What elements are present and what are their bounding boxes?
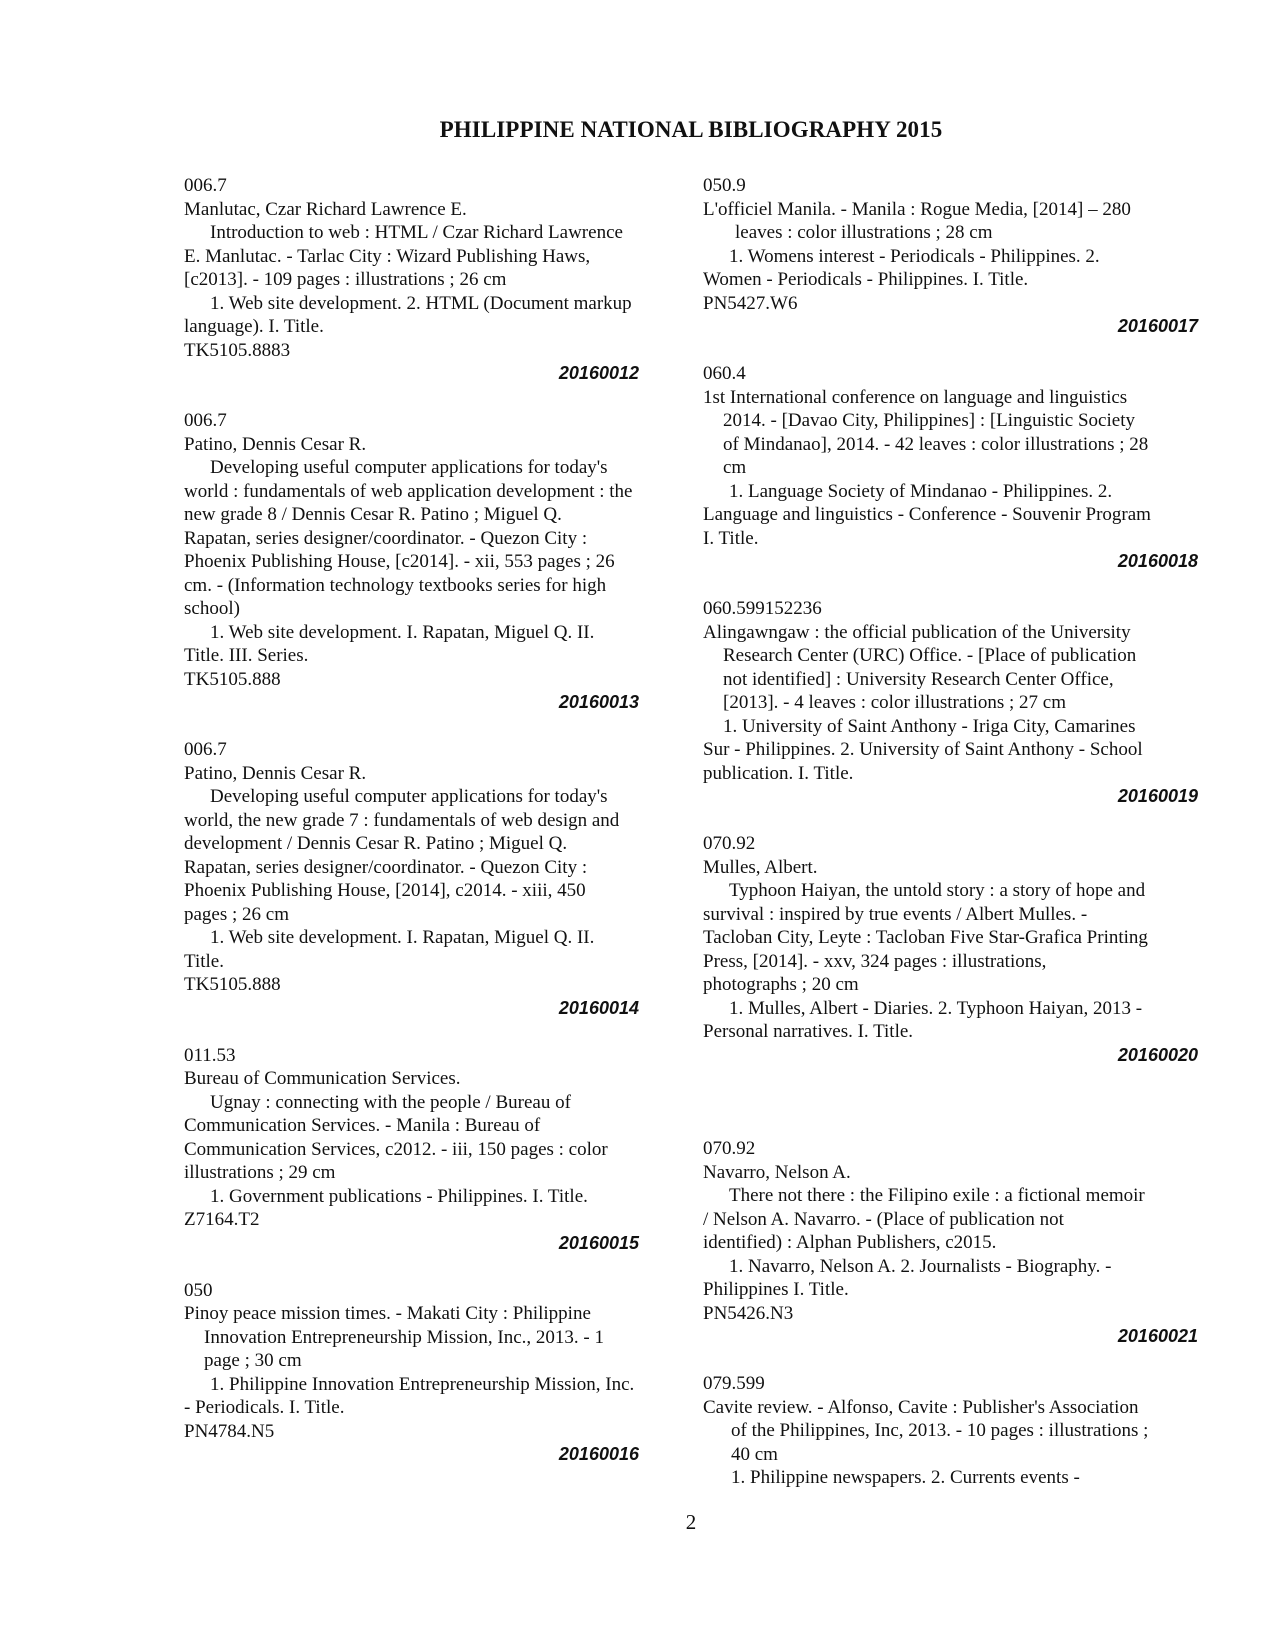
entry-line: Pinoy peace mission times. - Makati City : Philippine	[184, 1303, 591, 1324]
entry-line: Developing useful computer applications for today's	[210, 457, 608, 478]
bibliographic-entry	[703, 1137, 1198, 1349]
entry-line: photographs ; 20 cm	[703, 974, 859, 995]
entry-line: 2014. - [Davao City, Philippines] : [Linguistic Society	[723, 410, 1135, 431]
accession-number: 20160021	[1117, 1326, 1198, 1346]
entry-spacer	[703, 1349, 1198, 1373]
entry-line: 070.92	[703, 833, 756, 854]
accession-number: 20160018	[1117, 551, 1198, 571]
entry-line: / Nelson A. Navarro. - (Place of publication not	[703, 1208, 1064, 1230]
bibliographic-entry	[184, 1044, 639, 1256]
entry-line: illustrations ; 29 cm	[184, 1162, 336, 1183]
entry-line: 40 cm	[731, 1443, 778, 1465]
entry-spacer	[703, 809, 1198, 833]
entry-line: 1. Mulles, Albert - Diaries. 2. Typhoon Haiyan, 2013 -	[729, 997, 1143, 1019]
entry-line: language). I. Title.	[184, 316, 324, 337]
entry-line: Tacloban City, Leyte : Tacloban Five Star-Grafica Printing	[703, 927, 1148, 948]
entry-line: 1. Womens interest - Periodicals - Philippines. 2.	[729, 245, 1100, 267]
page-title: PHILIPPINE NATIONAL BIBLIOGRAPHY 2015	[439, 117, 943, 142]
entry-line: Typhoon Haiyan, the untold story : a story of hope and	[729, 880, 1146, 901]
entry-line: PN4784.N5	[184, 1420, 275, 1442]
entry-line: world : fundamentals of web application development : the	[184, 480, 633, 502]
entry-line: TK5105.8883	[184, 339, 291, 361]
entry-line: Rapatan, series designer/coordinator. - Quezon City :	[184, 856, 588, 878]
entry-line: 060.4	[703, 363, 746, 384]
entry-line: not identified] : University Research Center Office,	[723, 668, 1114, 690]
entry-line: Manlutac, Czar Richard Lawrence E.	[184, 198, 467, 220]
entry-spacer	[184, 386, 639, 410]
entry-line: Z7164.T2	[184, 1209, 260, 1230]
entry-line: Bureau of Communication Services.	[184, 1068, 461, 1089]
right-column	[703, 174, 1198, 1490]
entry-line: 1. Web site development. I. Rapatan, Miguel Q. II.	[210, 621, 595, 643]
entry-line: leaves : color illustrations ; 28 cm	[735, 222, 993, 243]
entry-line: 1. University of Saint Anthony - Iriga City, Camarines	[723, 715, 1136, 737]
entry-line: Personal narratives. I. Title.	[703, 1021, 914, 1042]
entry-line: 011.53	[184, 1044, 236, 1066]
entry-line: 050	[184, 1279, 213, 1301]
accession-number: 20160014	[558, 997, 639, 1018]
entry-line: Sur - Philippines. 2. University of Saint Anthony - School	[703, 739, 1143, 760]
entry-line: Language and linguistics - Conference - Souvenir Program	[703, 504, 1151, 525]
entry-line: Phoenix Publishing House, [c2014]. - xii, 553 pages ; 26	[184, 551, 615, 572]
entry-line: PN5427.W6	[703, 292, 798, 314]
entry-line: 1. Philippine newspapers. 2. Currents events -	[731, 1467, 1080, 1488]
entry-spacer	[703, 1067, 1198, 1137]
entry-line: [c2013]. - 109 pages : illustrations ; 26 cm	[184, 269, 507, 290]
entry-line: 050.9	[703, 175, 746, 196]
entry-line: pages ; 26 cm	[184, 903, 290, 925]
entry-line: Title. III. Series.	[184, 645, 309, 666]
entry-line: Mulles, Albert.	[703, 856, 818, 878]
entry-line: Phoenix Publishing House, [2014], c2014. - xiii, 450	[184, 880, 586, 901]
entry-line: Alingawngaw : the official publication of the University	[703, 621, 1131, 643]
entry-line: Ugnay : connecting with the people / Bureau of	[210, 1091, 571, 1113]
accession-number: 20160017	[1117, 316, 1198, 336]
entry-line: [2013]. - 4 leaves : color illustrations ; 27 cm	[723, 692, 1066, 713]
left-column	[184, 174, 639, 1467]
entry-line: 1st International conference on language and linguistics	[703, 386, 1128, 408]
entry-line: survival : inspired by true events / Albert Mulles. -	[703, 903, 1088, 925]
entry-line: - Periodicals. I. Title.	[184, 1397, 345, 1418]
entry-line: Patino, Dennis Cesar R.	[184, 762, 367, 784]
entry-line: 060.599152236	[703, 598, 822, 619]
entry-line: There not there : the Filipino exile : a fictional memoir	[729, 1185, 1145, 1206]
bibliographic-entry	[703, 1372, 1198, 1490]
entry-line: L'officiel Manila. - Manila : Rogue Media, [2014] – 280	[703, 198, 1131, 220]
accession-number: 20160012	[558, 363, 639, 383]
entry-line: I. Title.	[703, 527, 759, 549]
entry-line: Research Center (URC) Office. - [Place of publication	[723, 645, 1137, 666]
bibliographic-entry	[703, 832, 1198, 1067]
accession-number: 20160016	[558, 1444, 639, 1464]
bibliographic-entry	[703, 362, 1198, 574]
entry-line: 1. Language Society of Mindanao - Philippines. 2.	[729, 480, 1113, 502]
entry-spacer	[703, 574, 1198, 598]
entry-line: Women - Periodicals - Philippines. I. Title.	[703, 269, 1029, 290]
entry-line: Innovation Entrepreneurship Mission, Inc., 2013. - 1	[204, 1326, 604, 1348]
entry-line: Title.	[184, 950, 224, 972]
entry-line: Developing useful computer applications for today's	[210, 786, 608, 807]
entry-line: of Mindanao], 2014. - 42 leaves : color illustrations ; 28	[723, 433, 1149, 455]
entry-line: 1. Web site development. 2. HTML (Document markup	[210, 292, 632, 314]
entry-spacer	[184, 715, 639, 739]
bibliographic-entry	[184, 738, 639, 1020]
bibliographic-entry	[184, 174, 639, 386]
entry-line: Communication Services. - Manila : Bureau of	[184, 1115, 541, 1136]
entry-line: publication. I. Title.	[703, 762, 854, 784]
entry-line: TK5105.888	[184, 668, 281, 690]
entry-spacer	[184, 1020, 639, 1044]
entry-line: 006.7	[184, 410, 227, 431]
bibliographic-entry	[703, 174, 1198, 339]
entry-line: Rapatan, series designer/coordinator. - Quezon City :	[184, 527, 588, 549]
entry-line: Philippines I. Title.	[703, 1279, 849, 1300]
bibliographic-entry	[184, 1279, 639, 1467]
entry-line: Communication Services, c2012. - iii, 150 pages : color	[184, 1138, 608, 1160]
entry-line: Navarro, Nelson A.	[703, 1161, 851, 1183]
entry-line: 1. Web site development. I. Rapatan, Miguel Q. II.	[210, 927, 595, 948]
accession-number: 20160015	[558, 1232, 639, 1253]
entry-line: 1. Government publications - Philippines. I. Title.	[210, 1185, 588, 1207]
entry-line: new grade 8 / Dennis Cesar R. Patino ; Miguel Q.	[184, 504, 562, 525]
entry-line: world, the new grade 7 : fundamentals of web design and	[184, 809, 620, 831]
entry-line: 070.92	[703, 1138, 756, 1159]
entry-line: development / Dennis Cesar R. Patino ; Miguel Q.	[184, 833, 568, 854]
accession-number: 20160020	[1117, 1044, 1198, 1065]
bibliographic-entry	[184, 409, 639, 715]
accession-number: 20160013	[558, 692, 639, 712]
page-number: 2	[685, 1510, 697, 1534]
entry-line: Press, [2014]. - xxv, 324 pages : illustrations,	[703, 950, 1047, 972]
entry-line: page ; 30 cm	[204, 1350, 302, 1371]
entry-line: E. Manlutac. - Tarlac City : Wizard Publishing Haws,	[184, 245, 591, 267]
accession-number: 20160019	[1117, 786, 1198, 806]
entry-line: PN5426.N3	[703, 1302, 794, 1324]
entry-line: cm. - (Information technology textbooks series for high	[184, 574, 607, 596]
entry-line: 1. Philippine Innovation Entrepreneurship Mission, Inc.	[210, 1373, 635, 1395]
bibliographic-entry	[703, 597, 1198, 809]
entry-line: TK5105.888	[184, 974, 281, 995]
entry-line: Cavite review. - Alfonso, Cavite : Publisher's Association	[703, 1396, 1139, 1418]
entry-line: 006.7	[184, 175, 227, 196]
entry-line: 006.7	[184, 739, 227, 760]
entry-line: Patino, Dennis Cesar R.	[184, 433, 367, 455]
entry-line: of the Philippines, Inc, 2013. - 10 pages : illustrations ;	[731, 1420, 1149, 1441]
entry-line: Introduction to web : HTML / Czar Richard Lawrence	[210, 222, 623, 243]
entry-line: 1. Navarro, Nelson A. 2. Journalists - Biography. -	[729, 1255, 1112, 1277]
entry-line: school)	[184, 598, 240, 619]
entry-spacer	[703, 339, 1198, 363]
entry-line: cm	[723, 457, 747, 478]
entry-spacer	[184, 1255, 639, 1279]
entry-line: 079.599	[703, 1373, 765, 1394]
entry-line: identified) : Alphan Publishers, c2015.	[703, 1232, 997, 1253]
